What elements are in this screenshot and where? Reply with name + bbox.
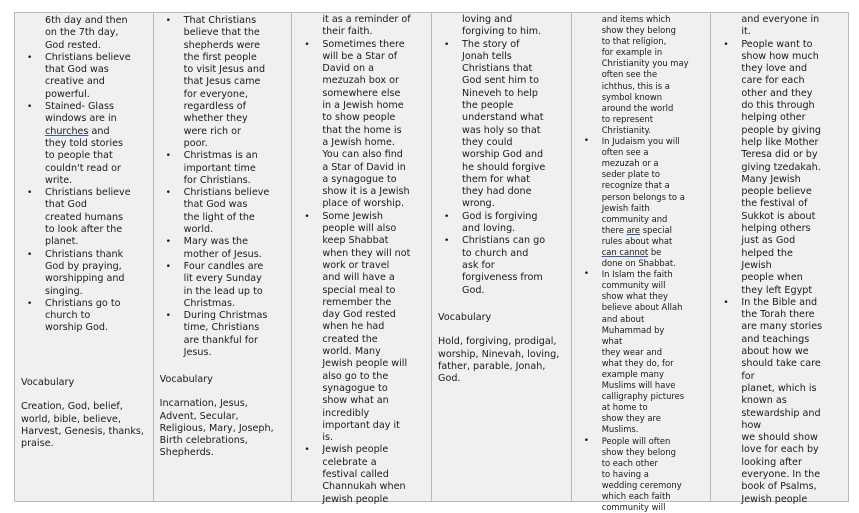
bullet-item-line: do this through bbox=[741, 100, 815, 112]
bullet-item-line: they love and bbox=[741, 63, 808, 75]
vocabulary-line: Advent, Secular, bbox=[159, 410, 239, 422]
bullet-item-line: their faith. bbox=[322, 26, 373, 38]
bullet-item-line: they wear and bbox=[601, 346, 663, 357]
bullet-item-line: for bbox=[741, 370, 755, 382]
bullet-item-line: that the home is bbox=[322, 124, 402, 136]
bullet-item-line: to show people bbox=[322, 112, 396, 124]
vocabulary-section bbox=[15, 377, 153, 450]
column-bullets bbox=[15, 15, 153, 335]
bullet-item-line: synagogue to bbox=[322, 382, 388, 394]
bullet-item-line: to each other bbox=[601, 457, 658, 468]
column-bullets bbox=[432, 14, 571, 297]
bullet-item-line: place of worship. bbox=[322, 198, 405, 210]
bullet-icon: • bbox=[27, 249, 33, 260]
bullet-icon: • bbox=[27, 52, 33, 63]
bullet-item-line: Christianity. bbox=[601, 124, 652, 135]
bullet-item-line: known as bbox=[741, 395, 787, 407]
bullet-item-line: should take care bbox=[741, 358, 821, 370]
bullet-item-line: God by praying, bbox=[45, 260, 122, 272]
bullet-item-line: show they are bbox=[601, 413, 661, 424]
bullet-item-line: write. bbox=[45, 174, 73, 186]
bullet-item-line: Channukah when bbox=[322, 481, 406, 493]
spellcheck-underline: churches bbox=[45, 125, 89, 137]
bullet-item-line: created humans bbox=[45, 211, 124, 223]
bullet-item-line: other and they bbox=[741, 87, 813, 99]
bullet-icon: • bbox=[165, 16, 171, 26]
column-bullets bbox=[572, 14, 711, 513]
bullet-icon: • bbox=[27, 102, 33, 113]
bullet-item-start bbox=[292, 39, 431, 51]
bullet-item-line: festival called bbox=[322, 468, 389, 480]
vocabulary-line: worship, Ninevah, loving, bbox=[438, 348, 560, 360]
bullet-item-line: worship God and bbox=[462, 149, 544, 161]
bullet-item-line: Jewish people will bbox=[322, 358, 408, 370]
bullet-item-line: what bbox=[601, 335, 623, 346]
bullet-icon: • bbox=[444, 236, 450, 247]
bullet-item-line: done on Shabbat. bbox=[601, 258, 676, 269]
bullet-icon: • bbox=[444, 211, 450, 222]
vocabulary-list bbox=[438, 336, 571, 385]
bullet-icon: • bbox=[165, 261, 171, 272]
bullet-item-line: important day it bbox=[322, 419, 400, 431]
bullet-item-line: help like Mother bbox=[741, 136, 819, 148]
bullet-item-line: poor. bbox=[183, 137, 208, 149]
vocabulary-list bbox=[160, 398, 292, 459]
bullet-item-line: Jonah tells bbox=[462, 50, 512, 62]
bullet-item-line: and everyone in bbox=[741, 14, 820, 25]
bullet-item-line: Muslims. bbox=[601, 424, 639, 435]
bullet-item-line: churches and bbox=[45, 125, 110, 137]
bullet-item-line: David on a bbox=[322, 63, 374, 75]
bullet-item-line: created the bbox=[322, 333, 378, 345]
bullet-item-line: will be a Star of bbox=[322, 50, 398, 62]
bullet-item-line: Christianity you may bbox=[601, 58, 689, 69]
bullet-item-line: ask for bbox=[462, 259, 495, 271]
bullet-item-line: celebrate a bbox=[322, 456, 377, 468]
bullet-item-line: community will bbox=[601, 502, 666, 513]
bullet-item-line: loving and bbox=[462, 14, 513, 25]
bullet-icon: • bbox=[304, 445, 310, 456]
bullet-item-line: God. bbox=[462, 284, 485, 296]
vocabulary-line: Shepherds. bbox=[159, 447, 214, 459]
bullet-item-line: that God was bbox=[183, 199, 248, 211]
curriculum-table bbox=[14, 12, 849, 513]
bullet-item-line: for everyone, bbox=[183, 88, 248, 100]
bullet-item-line: around the world bbox=[601, 102, 674, 113]
bullet-item-line: are thankful for bbox=[183, 334, 258, 346]
bullet-item-line: Nineveh to help bbox=[462, 87, 538, 99]
bullet-item-line: show how much bbox=[741, 50, 819, 62]
bullet-item-line: often see a bbox=[601, 147, 649, 158]
bullet-item-line: show what an bbox=[322, 395, 389, 407]
bullet-item-line: community and bbox=[601, 213, 668, 224]
bullet-item-start bbox=[292, 444, 431, 456]
spellcheck-underline: can cannot bbox=[601, 246, 649, 257]
bullet-item-line: world. Many bbox=[322, 346, 381, 358]
bullet-item-line: lit every Sunday bbox=[183, 273, 262, 285]
vocabulary-line: Incarnation, Jesus, bbox=[159, 398, 248, 410]
bullet-item-line: planet, which is bbox=[741, 382, 817, 394]
bullet-item-line: You can also find bbox=[322, 149, 403, 161]
bullet-item-start bbox=[154, 15, 292, 27]
table-column-forgiveness bbox=[432, 13, 572, 501]
bullet-item-line: people when bbox=[741, 272, 803, 284]
bullet-item-line: wedding ceremony bbox=[601, 479, 682, 490]
bullet-item-line: how bbox=[741, 419, 762, 431]
bullet-icon: • bbox=[583, 269, 589, 280]
bullet-item-line: a Star of David in bbox=[322, 161, 406, 173]
bullet-item-start bbox=[154, 310, 292, 322]
bullet-item-line: the first people bbox=[183, 51, 257, 63]
bullet-item-line: mezuzah box or bbox=[322, 75, 399, 87]
bullet-item-line: stewardship and bbox=[741, 407, 821, 419]
bullet-item-line: 6th day and then bbox=[45, 15, 128, 26]
vocabulary-section bbox=[432, 312, 571, 385]
bullet-item-line: to that religion, bbox=[601, 36, 667, 47]
vocabulary-line: praise. bbox=[21, 438, 54, 450]
bullet-item-line: Jewish faith bbox=[601, 202, 650, 213]
bullet-text: That Christians bbox=[183, 15, 257, 26]
bullet-item-line: them for what bbox=[462, 173, 530, 185]
bullet-item-line: church to bbox=[45, 310, 91, 322]
bullet-text: Christians can go bbox=[462, 235, 546, 247]
bullet-item-line: example many bbox=[601, 369, 664, 379]
bullet-item-line: we should show bbox=[741, 432, 818, 444]
bullet-item-line: to people that bbox=[45, 150, 113, 162]
bullet-item-line: people by giving bbox=[741, 124, 822, 136]
bullet-text: Christians believe bbox=[183, 187, 270, 199]
bullet-item-line: the light of the bbox=[183, 211, 255, 223]
bullet-item-line: also go to the bbox=[322, 370, 389, 382]
bullet-text: People will often bbox=[601, 435, 671, 446]
bullet-item-line: when they will not bbox=[322, 247, 411, 259]
bullet-item-start bbox=[15, 187, 153, 199]
bullet-item-line: Jewish bbox=[741, 259, 772, 271]
bullet-item-line: that God bbox=[45, 199, 87, 211]
bullet-item-line: the Torah there bbox=[741, 309, 815, 321]
table-column-creation bbox=[15, 13, 154, 501]
bullet-item-line: couldn't read or bbox=[45, 162, 121, 174]
bullet-item-start bbox=[15, 298, 153, 310]
bullet-item-line: were rich or bbox=[183, 125, 241, 137]
bullet-item-line: powerful. bbox=[45, 88, 90, 100]
bullet-item-line: they told stories bbox=[45, 137, 124, 149]
vocabulary-line: father, parable, Jonah, bbox=[438, 360, 546, 372]
bullet-item-start bbox=[292, 211, 431, 223]
bullet-item-line: about how we bbox=[741, 346, 809, 358]
table-column-caring bbox=[711, 13, 848, 505]
bullet-text: Christians believe bbox=[45, 51, 131, 63]
bullet-item-line: that Jesus came bbox=[183, 76, 261, 88]
column-bullets bbox=[154, 15, 292, 359]
bullet-text: Sometimes there bbox=[322, 38, 405, 50]
bullet-item-start bbox=[154, 187, 292, 199]
bullet-item-line: and items which bbox=[601, 14, 671, 24]
bullet-item-line: community will bbox=[601, 280, 666, 291]
bullet-text: Stained- Glass bbox=[45, 101, 114, 113]
bullet-item-line: and loving. bbox=[462, 223, 516, 235]
bullet-item-start bbox=[432, 211, 571, 223]
bullet-item-line: God rested. bbox=[45, 39, 101, 51]
bullet-item-line: love for each by bbox=[741, 444, 819, 456]
bullet-text: Some Jewish bbox=[322, 210, 383, 222]
bullet-item-line: Christmas. bbox=[183, 297, 236, 309]
table-column-belonging bbox=[572, 13, 712, 513]
bullet-icon: • bbox=[304, 39, 310, 50]
bullet-item-line: on the 7th day, bbox=[45, 27, 119, 39]
bullet-item-line: and about bbox=[601, 313, 645, 324]
bullet-item-start bbox=[154, 236, 292, 248]
bullet-text: Christians thank bbox=[45, 248, 124, 260]
bullet-item-line: there are special bbox=[601, 224, 672, 235]
bullet-item-line: was holy so that bbox=[462, 124, 541, 136]
bullet-text: During Christmas bbox=[183, 310, 268, 322]
bullet-text: In Islam the faith bbox=[601, 269, 673, 280]
bullet-item-line: Muslims will have bbox=[601, 380, 676, 391]
bullet-item-line: Jewish people bbox=[741, 493, 808, 505]
bullet-item-line: they could bbox=[462, 136, 513, 148]
bullet-item-line: person belongs to a bbox=[601, 191, 685, 202]
bullet-item-start bbox=[572, 269, 711, 280]
bullet-item-start bbox=[711, 297, 848, 309]
vocabulary-heading: Vocabulary bbox=[159, 374, 213, 385]
bullet-text: Four candles are bbox=[183, 260, 264, 272]
vocabulary-line: Religious, Mary, Joseph, bbox=[159, 422, 274, 434]
bullet-item-line: show what they bbox=[601, 291, 668, 302]
bullet-item-line: creative and bbox=[45, 76, 105, 88]
bullet-item-line: rules about what bbox=[601, 235, 673, 246]
vocabulary-section bbox=[154, 374, 292, 460]
bullet-item-line: can cannot be bbox=[601, 246, 662, 257]
bullet-item-line: they left Egypt bbox=[741, 284, 813, 296]
bullet-item-line: to look after the bbox=[45, 224, 123, 236]
bullet-item-line: keep Shabbat bbox=[322, 235, 389, 247]
vocabulary-heading: Vocabulary bbox=[438, 312, 492, 323]
bullet-item-line: when he had bbox=[322, 321, 385, 333]
bullet-icon: • bbox=[304, 211, 310, 222]
bullet-item-line: Jewish people bbox=[322, 493, 389, 505]
bullet-item-line: for Christians. bbox=[183, 174, 251, 186]
bullet-item-line: Sukkot is about bbox=[741, 210, 816, 222]
bullet-item-line: everyone. In the bbox=[741, 468, 821, 480]
bullet-item-line: planet. bbox=[45, 236, 79, 248]
bullet-item-line: helping other bbox=[741, 112, 806, 124]
bullet-item-line: he should forgive bbox=[462, 161, 546, 173]
bullet-item-line: to represent bbox=[601, 113, 654, 124]
bullet-item-line: show they belong bbox=[601, 25, 676, 36]
bullet-item-line: wrong. bbox=[462, 198, 495, 210]
bullet-item-line: Muhammad by bbox=[601, 324, 665, 335]
bullet-item-line: and will have a bbox=[322, 272, 395, 284]
bullet-item-start bbox=[432, 235, 571, 247]
bullet-item-start bbox=[572, 436, 711, 447]
table-column-judaism bbox=[292, 13, 432, 505]
bullet-item-line: understand what bbox=[462, 112, 544, 124]
bullet-item-line: and teachings bbox=[741, 333, 810, 345]
bullet-item-line: what they do, for bbox=[601, 357, 674, 368]
vocabulary-line: God. bbox=[438, 373, 461, 385]
spellcheck-underline: are bbox=[626, 224, 641, 235]
bullet-item-line: somewhere else bbox=[322, 87, 401, 99]
bullet-item-line: Teresa did or by bbox=[741, 149, 818, 161]
bullet-icon: • bbox=[444, 39, 450, 50]
bullet-text: God is forgiving bbox=[462, 210, 538, 222]
bullet-item-line: the festival of bbox=[741, 198, 808, 210]
bullet-item-start bbox=[572, 136, 711, 147]
bullet-item-line: often see the bbox=[601, 69, 658, 80]
bullet-item-start bbox=[154, 150, 292, 162]
bullet-icon: • bbox=[723, 297, 729, 308]
bullet-item-line: recognize that a bbox=[601, 180, 670, 191]
column-bullets bbox=[292, 14, 431, 506]
bullet-item-line: mezuzah or a bbox=[601, 158, 659, 169]
bullet-item-line: important time bbox=[183, 162, 256, 174]
bullet-item-line: a synagogue to bbox=[322, 173, 397, 185]
bullet-item-line: mother of Jesus. bbox=[183, 248, 262, 260]
bullet-text: The story of bbox=[462, 38, 520, 50]
column-bullets bbox=[711, 14, 848, 506]
bullet-item-line: in the lead up to bbox=[183, 285, 263, 297]
vocabulary-line: Creation, God, belief, bbox=[21, 401, 123, 413]
bullet-item-line: just as God bbox=[741, 235, 796, 247]
bullet-icon: • bbox=[165, 237, 171, 248]
bullet-item-line: Many Jewish bbox=[741, 173, 801, 185]
vocabulary-line: Hold, forgiving, prodigal, bbox=[438, 336, 557, 348]
bullet-item-line: work or travel bbox=[322, 259, 390, 271]
bullet-item-line: forgiveness from bbox=[462, 272, 543, 284]
bullet-item-line: show it is a Jewish bbox=[322, 186, 410, 198]
bullet-item-start bbox=[432, 39, 571, 51]
bullet-item-line: is. bbox=[322, 432, 334, 444]
bullet-icon: • bbox=[165, 188, 171, 199]
bullet-item-line: helping others bbox=[741, 223, 811, 235]
bullet-text: Mary was the bbox=[183, 236, 249, 248]
bullet-item-line: shepherds were bbox=[183, 39, 261, 51]
bullet-item-line: are many stories bbox=[741, 321, 823, 333]
bullet-item-line: people will also bbox=[322, 223, 397, 235]
bullet-item-start bbox=[154, 261, 292, 273]
vocabulary-line: world, bible, believe, bbox=[21, 413, 121, 425]
bullet-item-line: windows are in bbox=[45, 113, 117, 125]
bullet-item-line: in a Jewish home bbox=[322, 100, 404, 112]
bullet-item-line: care for each bbox=[741, 75, 805, 87]
bullet-icon: • bbox=[27, 188, 33, 199]
bullet-item-start bbox=[15, 52, 153, 64]
bullet-item-line: people believe bbox=[741, 186, 812, 198]
bullet-item-line: show they belong bbox=[601, 446, 676, 457]
bullet-icon: • bbox=[165, 151, 171, 162]
bullet-item-line: to visit Jesus and bbox=[183, 64, 266, 76]
bullet-item-start bbox=[15, 101, 153, 113]
bullet-item-line: to having a bbox=[601, 468, 649, 479]
bullet-item-line: they had done bbox=[462, 186, 532, 198]
bullet-item-line: symbol known bbox=[601, 91, 663, 102]
bullet-item-line: believe that the bbox=[183, 27, 260, 39]
bullet-text: Christians go to bbox=[45, 297, 121, 309]
bullet-item-line: incredibly bbox=[322, 407, 370, 419]
bullet-text: In Judaism you will bbox=[601, 136, 680, 147]
vocabulary-line: Birth celebrations, bbox=[159, 435, 248, 447]
bullet-icon: • bbox=[27, 298, 33, 309]
vocabulary-heading: Vocabulary bbox=[21, 377, 75, 388]
bullet-item-line: worshipping and bbox=[45, 273, 125, 285]
bullet-item-line: looking after bbox=[741, 456, 802, 468]
bullet-text: Christians believe bbox=[45, 187, 131, 199]
bullet-item-line: worship God. bbox=[45, 322, 108, 334]
bullet-text: Jewish people bbox=[322, 444, 389, 456]
bullet-item-line: helped the bbox=[741, 247, 793, 259]
bullet-item-line: time, Christians bbox=[183, 322, 260, 334]
bullet-item-line: special meal to bbox=[322, 284, 396, 296]
bullet-text: People want to bbox=[741, 38, 813, 50]
bullet-item-line: Christians that bbox=[462, 63, 533, 75]
bullet-item-line: calligraphy pictures bbox=[601, 391, 685, 402]
bullet-item-line: giving tzedakah. bbox=[741, 161, 821, 173]
bullet-item-line: that God was bbox=[45, 64, 109, 76]
bullet-item-line: singing. bbox=[45, 285, 83, 297]
bullet-item-line: believe about Allah bbox=[601, 302, 683, 313]
bullet-item-line: it. bbox=[741, 26, 751, 38]
bullet-icon: • bbox=[723, 39, 729, 50]
bullet-icon: • bbox=[583, 435, 589, 446]
table-column-incarnation bbox=[154, 13, 293, 501]
bullet-item-line: remember the bbox=[322, 296, 392, 308]
bullet-item-line: day God rested bbox=[322, 309, 396, 321]
bullet-item-line: the people bbox=[462, 100, 514, 112]
bullet-item-line: at home to bbox=[601, 402, 648, 413]
vocabulary-line: Harvest, Genesis, thanks, bbox=[21, 425, 144, 437]
vocabulary-list bbox=[21, 401, 153, 450]
bullet-text: Christmas is an bbox=[183, 150, 258, 162]
bullet-item-line: God sent him to bbox=[462, 75, 540, 87]
bullet-item-line: book of Psalms, bbox=[741, 481, 817, 493]
bullet-item-line: whether they bbox=[183, 113, 248, 125]
bullet-item-line: Jesus. bbox=[183, 347, 212, 359]
bullet-icon: • bbox=[165, 311, 171, 322]
bullet-item-line: forgiving to him. bbox=[462, 26, 542, 38]
bullet-item-line: to church and bbox=[462, 247, 529, 259]
bullet-item-line: seder plate to bbox=[601, 169, 661, 180]
bullet-text: In the Bible and bbox=[741, 296, 818, 308]
bullet-item-line: which each faith bbox=[601, 491, 671, 502]
bullet-item-line: a Jewish home. bbox=[322, 136, 395, 148]
bullet-item-line: for example in bbox=[601, 47, 663, 58]
bullet-item-line: it as a reminder of bbox=[322, 14, 411, 25]
bullet-item-line: world. bbox=[183, 224, 214, 236]
bullet-item-line: regardless of bbox=[183, 101, 247, 113]
bullet-icon: • bbox=[583, 136, 589, 147]
bullet-item-start bbox=[711, 39, 848, 51]
bullet-item-line: ichthus, this is a bbox=[601, 80, 670, 91]
bullet-item-start bbox=[15, 249, 153, 261]
